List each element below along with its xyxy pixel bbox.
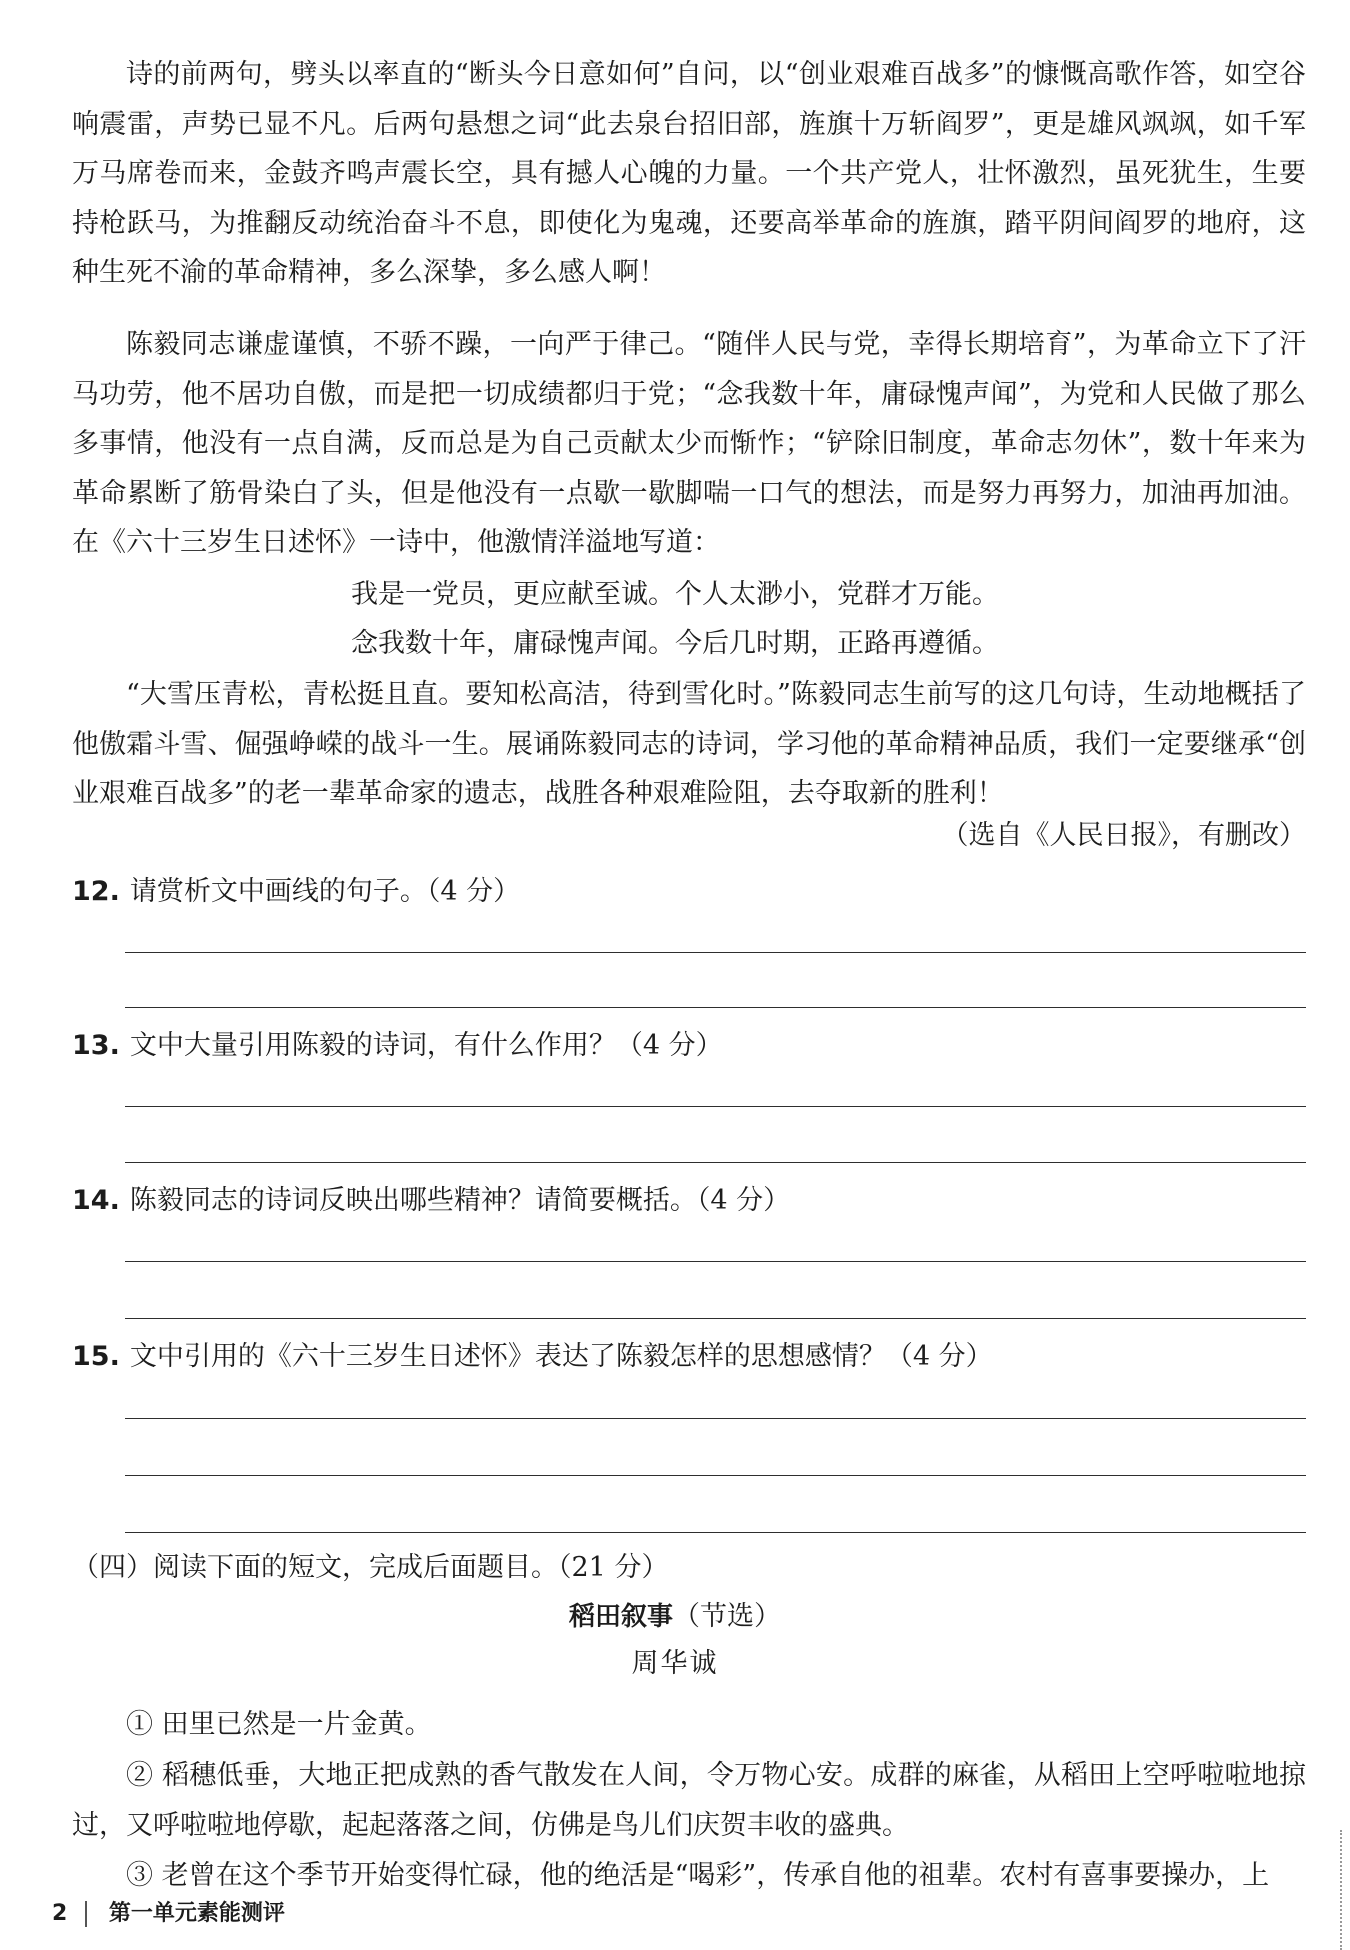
- answer-line[interactable]: [125, 1418, 1306, 1419]
- question-number: 15.: [72, 1341, 120, 1372]
- page-footer: [52, 1899, 285, 1929]
- poem-line-1: 我是一党员，更应献至诚。个人太渺小，党群才万能。: [351, 579, 999, 610]
- question-12: [72, 872, 520, 912]
- passage-paragraph-2: 陈毅同志谦虚谨慎，不骄不躁，一向严于律己。“随伴人民与党，幸得长期培育”，为革命立下了汗马功劳，他不居功自傲，而是把一切成绩都归于党；“念我数十年，庸碌愧声闻”，为党和人民做了那么多事情，他没有一点自满，反而总是为自己贡献太少而惭怍；“铲除旧制度，革命志勿休”，数十年来为革命累断了筋骨染白了头，但是他没有一点歇一歇脚喘一口气的想法，而是努力再努力，加油再加油。在《六十三岁生日述怀》一诗中，他激情洋溢地写道：: [72, 329, 1306, 558]
- article-author: 周华诚: [631, 1648, 719, 1679]
- answer-line[interactable]: [125, 952, 1306, 953]
- poem-line-2: 念我数十年，庸碌愧声闻。今后几时期，正路再遵循。: [351, 628, 999, 659]
- article-title: [0, 1597, 1350, 1637]
- answer-line[interactable]: [125, 1318, 1306, 1319]
- question-number: 12.: [72, 876, 120, 907]
- article-title-text: 稻田叙事: [568, 1602, 673, 1632]
- section-4-heading: （四）阅读下面的短文，完成后面题目。（21 分）: [72, 1552, 669, 1583]
- footer-divider: [85, 1901, 87, 1927]
- footer-label: 第一单元素能测评: [108, 1901, 285, 1926]
- article-paragraph-2: ② 稻穗低垂，大地正把成熟的香气散发在人间，令万物心安。成群的麻雀，从稻田上空呼啦啦地掠过，又呼啦啦地停歇，起起落落之间，仿佛是鸟儿们庆贺丰收的盛典。: [72, 1760, 1306, 1841]
- question-14: [72, 1181, 790, 1221]
- passage-source: （选自《人民日报》，有删改）: [941, 820, 1306, 851]
- question-text: 文中大量引用陈毅的诗词，有什么作用？（4 分）: [129, 1030, 723, 1061]
- answer-line[interactable]: [125, 1532, 1306, 1533]
- question-text: 陈毅同志的诗词反映出哪些精神？请简要概括。（4 分）: [129, 1185, 791, 1216]
- question-number: 14.: [72, 1185, 120, 1216]
- question-text: 请赏析文中画线的句子。（4 分）: [129, 876, 521, 907]
- answer-line[interactable]: [125, 1475, 1306, 1476]
- question-number: 13.: [72, 1030, 120, 1061]
- article-title-note: （节选）: [673, 1601, 781, 1632]
- question-13: [72, 1026, 723, 1066]
- passage-paragraph-1: 诗的前两句，劈头以率直的“断头今日意如何”自问，以“创业艰难百战多”的慷慨高歌作答，如空谷响震雷，声势已显不凡。后两句悬想之词“此去泉台招旧部，旌旗十万斩阎罗”，更是雄风飒飒，如千军万马席卷而来，金鼓齐鸣声震长空，具有撼人心魄的力量。一个共产党人，壮怀激烈，虽死犹生，生要持枪跃马，为推翻反动统治奋斗不息，即使化为鬼魂，还要高举革命的旌旗，踏平阴间阎罗的地府，这种生死不渝的革命精神，多么深挚，多么感人啊！: [72, 59, 1306, 288]
- answer-line[interactable]: [125, 1007, 1306, 1008]
- passage-paragraph-3: “大雪压青松，青松挺且直。要知松高洁，待到雪化时。”陈毅同志生前写的这几句诗，生动地概括了他傲霜斗雪、倔强峥嵘的战斗一生。展诵陈毅同志的诗词，学习他的革命精神品质，我们一定要继承“创业艰难百战多”的老一辈革命家的遗志，战胜各种艰难险阻，去夺取新的胜利！: [72, 679, 1306, 809]
- answer-line[interactable]: [125, 1162, 1306, 1163]
- question-15: [72, 1337, 993, 1377]
- article-paragraph-1: ① 田里已然是一片金黄。: [126, 1709, 432, 1740]
- page-edge-marks: [1337, 1830, 1342, 1950]
- page-number: 2: [52, 1901, 68, 1926]
- article-paragraph-3: ③ 老曾在这个季节开始变得忙碌，他的绝活是“喝彩”，传承自他的祖辈。农村有喜事要操办，上: [126, 1860, 1270, 1891]
- answer-line[interactable]: [125, 1106, 1306, 1107]
- answer-line[interactable]: [125, 1261, 1306, 1262]
- question-text: 文中引用的《六十三岁生日述怀》表达了陈毅怎样的思想感情？（4 分）: [129, 1341, 993, 1372]
